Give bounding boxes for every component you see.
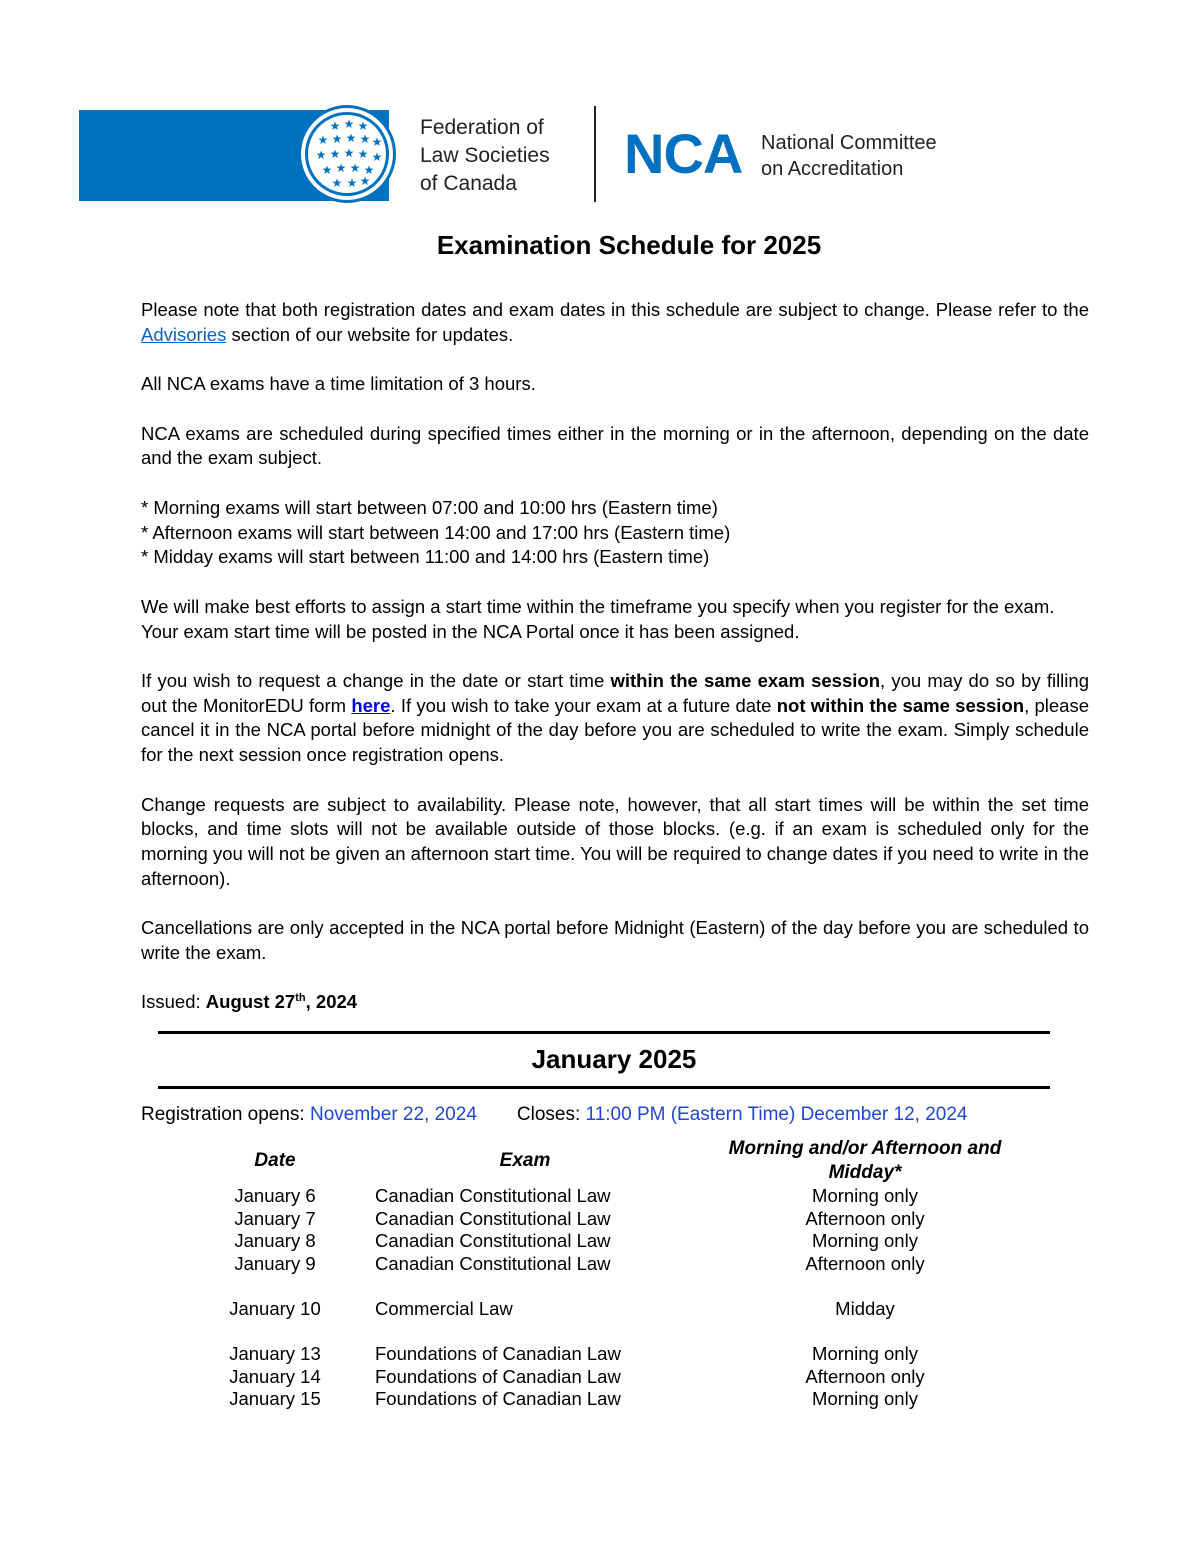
change-request-paragraph: If you wish to request a change in the date or start time within the same exam session, you may do so by filling out the MonitorEDU form here. If you wish to take your exam at a future date not within the same session, please cancel it in the NCA portal before midnight of the day before you are scheduled to write the exam. Simply schedule for the next session once registration opens.	[141, 670, 1090, 766]
change-notice-paragraph: Please note that both registration dates and exam dates in this schedule are subject to change. Please refer to the Advisories section of our website for updates.	[141, 299, 1089, 345]
svg-text:★: ★	[331, 132, 343, 146]
assignment-paragraph: We will make best efforts to assign a start time within the timeframe you specify when you register for the exam. Your exam start time will be posted in the NCA Portal once it has been assigned.	[141, 595, 1055, 642]
table-row: January 7 Canadian Constitutional Law Afternoon only	[234, 1208, 925, 1229]
table-row: January 8 Canadian Constitutional Law Morning only	[234, 1230, 918, 1251]
advisories-link[interactable]: Advisories	[141, 323, 227, 345]
start-times-list	[141, 496, 1089, 570]
svg-text:★: ★	[349, 161, 361, 175]
midday-times: * Midday exams will start between 11:00 and 14:00 hrs (Eastern time)	[141, 546, 710, 568]
schedule-times-paragraph: NCA exams are scheduled during specified times either in the morning or in the afternoon, depending on the date and the exam subject.	[141, 422, 1089, 469]
issued-date: Issued: August 27th, 2024	[141, 991, 358, 1013]
logo-divider	[594, 106, 596, 202]
table-row: January 13 Foundations of Canadian Law Morning only	[229, 1343, 918, 1364]
table-row: January 9 Canadian Constitutional Law Afternoon only	[234, 1253, 925, 1274]
session-top-rule	[158, 1031, 1050, 1034]
registration-dates: Registration opens: November 22, 2024 Closes: 11:00 PM (Eastern Time) December 12, 2024	[141, 1104, 968, 1125]
svg-text:★: ★	[371, 135, 383, 149]
session-bottom-rule	[158, 1086, 1050, 1089]
svg-text:★: ★	[343, 146, 355, 160]
svg-text:★: ★	[357, 119, 369, 133]
ncac-name: National Committee on Accreditation	[761, 132, 937, 180]
registration-closes-date: 11:00 PM (Eastern Time) December 12, 2024	[585, 1104, 968, 1125]
federation-name: Federation of Law Societies of Canada	[420, 116, 550, 195]
availability-paragraph: Change requests are subject to availability. Please note, however, that all start times will be within the set time blocks, and time slots will not be available outside of those blocks. (e.g. if an exam is scheduled only for the morning you will not be given an afternoon start time. You will be required to change dates if you need to write in the afternoon).	[141, 793, 1089, 889]
column-header-time: Morning and/or Afternoon and Midday*	[728, 1138, 1002, 1183]
registration-opens-date: November 22, 2024	[310, 1104, 477, 1125]
svg-text:★: ★	[371, 150, 383, 164]
svg-text:★: ★	[317, 133, 329, 147]
intro-text	[141, 298, 1089, 1040]
svg-text:★: ★	[363, 163, 375, 177]
time-limit-paragraph: All NCA exams have a time limitation of 3 hours.	[141, 373, 536, 395]
nca-logo: NCA	[624, 122, 743, 185]
table-row: January 6 Canadian Constitutional Law Morning only	[234, 1185, 918, 1206]
column-header-date: Date	[254, 1150, 296, 1171]
svg-text:★: ★	[329, 147, 341, 161]
svg-text:★: ★	[335, 161, 347, 175]
page-title: Examination Schedule for 2025	[436, 230, 822, 260]
table-row: January 10 Commercial Law Midday	[229, 1298, 895, 1319]
svg-text:★: ★	[329, 119, 341, 133]
svg-text:★: ★	[345, 131, 357, 145]
afternoon-times: * Afternoon exams will start between 14:00 and 17:00 hrs (Eastern time)	[141, 521, 731, 543]
svg-text:★: ★	[321, 163, 333, 177]
svg-text:★: ★	[359, 132, 371, 146]
svg-text:★: ★	[343, 117, 355, 131]
column-header-exam: Exam	[499, 1150, 551, 1171]
svg-text:★: ★	[315, 148, 327, 162]
svg-text:★: ★	[359, 174, 371, 188]
session-title: January 2025	[531, 1044, 697, 1074]
morning-times: * Morning exams will start between 07:00 and 10:00 hrs (Eastern time)	[141, 496, 718, 518]
page-header	[79, 104, 979, 204]
cancellation-paragraph: Cancellations are only accepted in the NCA portal before Midnight (Eastern) of the day before you are scheduled to write the exam.	[141, 917, 1089, 963]
table-row: January 14 Foundations of Canadian Law Afternoon only	[229, 1366, 925, 1387]
table-row: January 15 Foundations of Canadian Law Morning only	[229, 1388, 918, 1409]
svg-text:★: ★	[346, 176, 358, 190]
flsc-seal-icon	[297, 104, 397, 204]
svg-text:★: ★	[331, 176, 343, 190]
monitoredu-form-link[interactable]: here	[351, 694, 391, 716]
svg-text:★: ★	[357, 147, 369, 161]
